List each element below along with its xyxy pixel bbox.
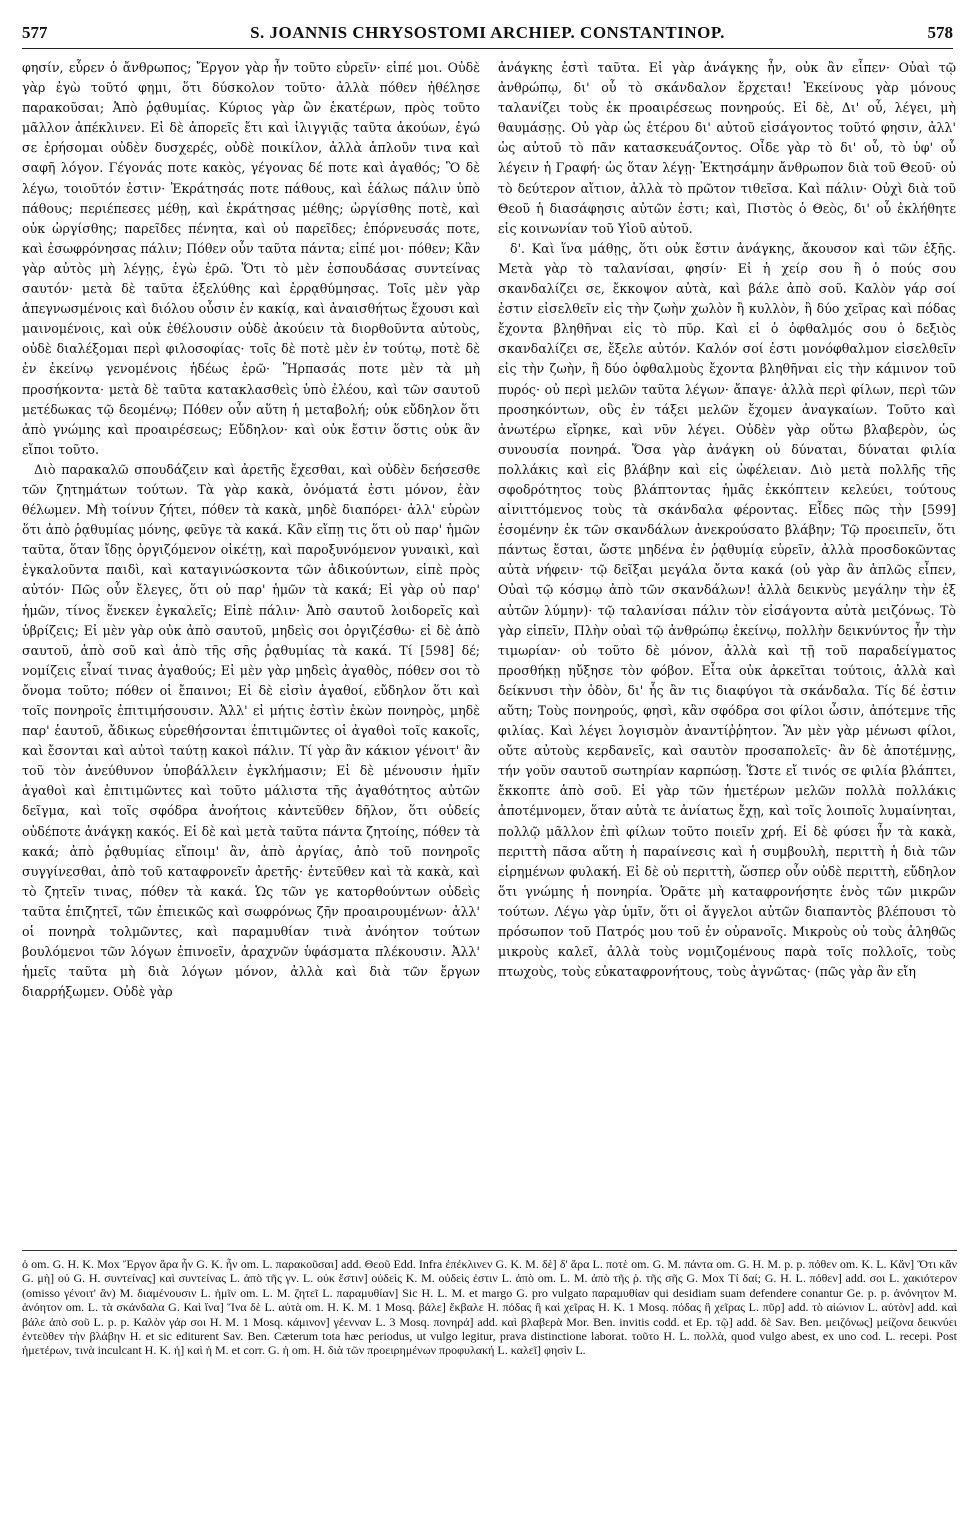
- paragraph: Διὸ παρακαλῶ σπουδάζειν καὶ ἀρετῆς ἔχεσθαι, καὶ οὐδὲν δεήσεσθε τῶν ζητημάτων τούτων. Τὰ γὰρ κακὰ, ὀνόματά ἐστι μόνον, ἐὰν θέλωμεν. Μὴ τοίνυν ζήτει, πόθεν τὰ κακὰ, μηδὲ διαπόρει· ἀλλ' εὑρὼν ὅτι ἀπὸ ῥᾳθυμίας μόνης, φεῦγε τὰ κακά. Κἂν εἴπῃ τις ὅτι οὐ παρ' ἡμῶν ταῦτα, ὅταν ἴδῃς ὀργιζόμενον οἰκέτῃ, καὶ παροξυνόμενον γυναικὶ, καὶ ἐγκαλοῦντα παιδὶ, καὶ καταγινώσκοντα τῶν ἀδικούντων, εἰπὲ πρὸς αὐτόν· Πῶς οὖν ἔλεγες, ὅτι οὐ παρ' ἡμῶν τὰ κακά; Εἰ γὰρ οὐ παρ' ἡμῶν, τίνος ἕνεκεν ἐγκαλεῖς; Εἰπὲ πάλιν· Ἀπὸ σαυτοῦ λοιδορεῖς καὶ ὑβρίζεις; Εἰ μὲν γὰρ οὐκ ἀπὸ σαυτοῦ, μηδεὶς σοι ὀργιζέσθω· εἰ δὲ ἀπὸ σαυτοῦ, ἀπὸ σοῦ καὶ ἀπὸ τῆς σῆς ῥᾳθυμίας τὰ κακά. Τί [598] δέ; νομίζεις εἶναί τινας ἀγαθούς; Εἰ μὲν γὰρ μηδεὶς ἀγαθὸς, πόθεν σοι τὸ ὄνομα τοῦτο; πόθεν οἱ ἔπαινοι; Εἰ δὲ εἰσὶν ἀγαθοί, εὔδηλον ὅτι καὶ τοῖς πονηροῖς ἐπιτιμήσουσιν. Ἀλλ' εἰ μήτις ἐστὶν ἑκὼν πονηρὸς, μηδὲ παρ' ἑαυτοῦ, ἄδικως εὑρεθήσονται ἐπιτιμῶντες οἱ ἀγαθοὶ τοῖς κακοῖς, καὶ ἔσονται καὶ αὐτοὶ ταύτῃ κακοὶ πάλιν. Τί γὰρ ἂν κάκιον γένοιτ' ἂν τοῦ τὸν ἀνεύθυνον ὑποβάλλειν ἐγκλήμασιν; Εἰ δὲ μένουσιν ἡμῖν ἀγαθοὶ καὶ ἐπιτιμῶντες καὶ τοῦτο μάλιστα τῆς ἀγαθότητος αὐτῶν δεῖγμα, καὶ τοῖς σφόδρα ἀνοήτοις κἀντεῦθεν δῆλον, ὅτι οὐδείς οὐδέποτε ἀνάγκῃ κακός. Εἰ δὲ καὶ μετὰ ταῦτα πάντα ζητοίης, πόθεν τὰ κακά; ἀπὸ ῥᾳθυμίας εἴποιμ' ἂν, ἀπὸ ἀργίας, ἀπὸ τοῦ πονηροῖς συγγίνεσθαι, ἀπὸ τοῦ καταφρονεῖν ἀρετῆς· ἐντεῦθεν καὶ τὰ κακὰ, καὶ τὸ ζητεῖν τινας, πόθεν τὰ κακά. Ὡς τῶν γε κατορθούντων οὐδεὶς ταῦτα ἐπιζητεῖ, τῶν ἐπιεικῶς καὶ σωφρόνως ζῆν προαιρουμένων· ἀλλ' οἱ πονηρὰ τολμῶντες, καὶ παραμυθίαν τινὰ ἀνόητον τούτων βουλόμενοι τῶν λόγων ἐπινοεῖν, ἀραχνῶν ὑφάσματα πλέκουσιν. Ἀλλ' ἡμεῖς ταῦτα μὴ διὰ λόγων μόνον, ἀλλὰ καὶ διὰ τῶν ἔργων διαρρήξωμεν. Οὐδὲ γὰρ: [22, 461, 480, 1000]
- right-column: [498, 58, 956, 1246]
- paragraph: φησίν, εὗρεν ὁ ἄνθρωπος; Ἔργον γὰρ ἦν τοῦτο εὑρεῖν· εἰπέ μοι. Οὐδὲ γὰρ ἐγὼ τοῦτό φημι, ὅτι δύσκολον τοῦτο· ἀλλὰ πόθεν ἠθέλησε παρακοῦσαι; Ἀπὸ ῥᾳθυμίας. Κύριος γὰρ ὢν ἑκατέρων, πρὸς τοῦτο μᾶλλον ἀπέκλινεν. Εἰ δὲ ἀπορεῖς ἔτι καὶ ἰλιγγιᾷς ταῦτα ἀκούων, ἐγώ σε ἐρήσομαι οὐδὲν δυσχερές, οὐδὲ ποικίλον, ἀλλὰ ἁπλοῦν τινα καὶ σαφῆ λόγον. Γέγονάς ποτε κακὸς, γέγονας δέ ποτε καὶ ἀγαθός; Ὃ δὲ λέγω, τοιοῦτόν ἐστιν· Ἐκράτησάς ποτε πάθους, καὶ ἑάλως πάλιν ὑπὸ πάθους; περιέπεσες μέθῃ, καὶ ἐκράτησας μέθης; ὠργίσθης ποτὲ, καὶ οὐκ ὠργίσθης; παρεῖδες πένητα, καὶ οὐ παρεῖδες; ἐπόρνευσάς ποτε, καὶ ἐσωφρόνησας πάλιν; Πόθεν οὖν ταῦτα πάντα; εἰπέ μοι· πόθεν; Κἂν γὰρ αὐτὸς μὴ λέγῃς, ἐγὼ ἐρῶ. Ὅτι τὸ μὲν ἐσπουδάσας συντείνας σαυτόν· μετὰ δὲ ταῦτα ἐξελύθης καὶ ἐρρᾳθύμησας. Τοῖς μὲν γὰρ ἀπεγνωσμένοις καὶ διόλου οὖσιν ἐν κακίᾳ, καὶ ἀναισθήτως ἔχουσι καὶ μαινομένοις, καὶ οὐκ ἐθέλουσιν οὐδὲ ἀκούειν τὰ διορθοῦντα αὐτοὺς, οὐδὲ διαλέξομαι περὶ φιλοσοφίας· τοῖς δὲ ποτὲ μὲν ἐν τούτῳ, ποτὲ δὲ ἐν ἐκείνῳ γενομένοις ἡδέως ἐρῶ· Ἥρπασάς ποτε μὲν τὰ μὴ προσήκοντα· μετὰ δὲ ταῦτα κατακλασθεὶς ὑπὸ ἐλέου, καὶ τῶν σαυτοῦ μετέδωκας τῷ δεομένῳ; Πόθεν οὖν αὕτη ἡ μεταβολή; οὐκ εὔδηλον ὅτι ἀπὸ γνώμης καὶ προαιρέσεως; Εὔδηλον· καὶ οὐκ ἔστιν ὅστις οὐκ ἂν εἴποι τοῦτο.: [22, 60, 480, 457]
- text-columns: [22, 58, 957, 1246]
- page-header: [22, 18, 953, 49]
- running-title: S. JOANNIS CHRYSOSTOMI ARCHIEP. CONSTANTINOP.: [250, 23, 725, 42]
- right-page-number: 578: [927, 23, 953, 42]
- paragraph: δ'. Καὶ ἵνα μάθῃς, ὅτι οὐκ ἔστιν ἀνάγκης, ἄκουσον καὶ τῶν ἑξῆς. Μετὰ γὰρ τὸ ταλανίσαι, φησίν· Εἰ ἡ χείρ σου ἢ ὁ πούς σου σκανδαλίζει σε, ἔκκοψον αὐτὰ, καὶ βάλε ἀπὸ σοῦ. Καλὸν γάρ σοί ἐστιν εἰσελθεῖν εἰς τὴν ζωὴν χωλὸν ἢ κυλλὸν, ἢ δύο χεῖρας καὶ πόδας ἔχοντα βληθῆναι εἰς τὸ πῦρ. Καὶ εἰ ὁ ὀφθαλμός σου ὁ δεξιὸς σκανδαλίζει σε, ἔξελε αὐτόν. Καλόν σοί ἐστι μονόφθαλμον εἰσελθεῖν εἰς τὴν ζωὴν, ἢ δύο ὀφθαλμοὺς ἔχοντα βληθῆναι εἰς τὴν κάμινον τοῦ πυρός· οὐ περὶ μελῶν ταῦτα λέγων· ἄπαγε· ἀλλὰ περὶ φίλων, περὶ τῶν προσηκόντων, οὓς ἐν τάξει μελῶν ἔχομεν ἀναγκαίων. Τοῦτο καὶ ἀνωτέρω εἴρηκε, καὶ νῦν λέγει. Οὐδὲν γὰρ οὕτω βλαβερὸν, ὡς συνουσία πονηρά. Ὅσα γὰρ ἀνάγκη οὐ δύναται, δύναται φιλία πολλάκις καὶ εἰς βλάβην καὶ εἰς ὠφέλειαν. Διὸ μετὰ πολλῆς τῆς σφοδρότητος τοὺς βλάπτοντας ἡμᾶς ἐκκόπτειν κελεύει, τούτους αἰνιττόμενος τοὺς τὰ σκάνδαλα φέροντας. Εἶδες πῶς τὴν [599] ἐσομένην ἐκ τῶν σκανδάλων ἀνεκρούσατο βλάβην; Τῷ προειπεῖν, ὅτι πάντως ἔσται, ὥστε μηδένα ἐν ῥᾳθυμίᾳ εὑρεῖν, ἀλλὰ προσδοκῶντας αὐτὰ νήφειν· τῷ δεῖξαι μεγάλα ὄντα κακά (οὐ γὰρ ἂν ἁπλῶς εἶπεν, Οὐαὶ τῷ κόσμῳ ἀπὸ τῶν σκανδάλων! ἀλλὰ δεικνὺς μεγάλην τὴν ἐξ αὐτῶν λύμην)· τῷ ταλανίσαι πάλιν τὸν εἰσάγοντα αὐτὰ μειζόνως. Τὸ γὰρ εἰπεῖν, Πλὴν οὐαὶ τῷ ἀνθρώπῳ ἐκείνῳ, πολλὴν δεικνύντος ἦν τὴν τιμωρίαν· οὐ τοῦτο δὲ μόνον, ἀλλὰ καὶ τῇ τοῦ παραδείγματος προσθήκῃ ηὔξησε τὸν φόβον. Εἶτα οὐκ ἀρκεῖται τούτοις, ἀλλὰ καὶ δείκνυσι τὴν ὁδὸν, δι' ἧς ἂν τις διαφύγοι τὰ σκάνδαλα. Τίς δέ ἐστιν αὕτη; Τοὺς πονηρούς, φησὶ, κἂν σφόδρα σοι φίλοι ὦσιν, ἀπότεμνε τῆς φιλίας. Καὶ λέγει λογισμὸν ἀναντίῤῥητον. Ἂν μὲν γὰρ μένωσι φίλοι, οὔτε αὐτοὺς κερδανεῖς, καὶ σαυτὸν προσαπολεῖς· ἂν δὲ ἀποτέμνῃς, τήν γοῦν σαυτοῦ σωτηρίαν καρπώσῃ. Ὥστε εἴ τινός σε φιλία βλάπτει, ἔκκοπτε ἀπὸ σοῦ. Εἰ γὰρ τῶν ἡμετέρων μελῶν πολλὰ πολλάκις ἀποτέμνομεν, ὅταν αὐτὰ τε ἀνίατως ἔχῃ, καὶ τοῖς λοιποῖς λυμαίνηται, πολλῷ μᾶλλον ἐπὶ φίλων τοῦτο ποιεῖν χρή. Εἰ δὲ φύσει ἦν τὰ κακὰ, περιττὴ πᾶσα αὕτη ἡ παραίνεσις καὶ ἡ συμβουλὴ, περιττὴ ἡ διὰ τῶν εἰρημένων φυλακή. Εἰ δὲ οὐ περιττὴ, ὥσπερ οὖν οὐδὲ περιττὴ, εὔδηλον ὅτι γνώμης ἡ πονηρία. Ὁρᾶτε μὴ καταφρονήσητε ἑνὸς τῶν μικρῶν τούτων. Λέγω γὰρ ὑμῖν, ὅτι οἱ ἄγγελοι αὐτῶν διαπαντὸς βλέπουσι τὸ πρόσωπον τοῦ Πατρός μου τοῦ ἐν οὐρανοῖς. Μικροὺς οὐ τοὺς ἀληθῶς μικροὺς καλεῖ, ἀλλὰ τοὺς νομιζομένους παρὰ τοῖς πολλοῖς, τοὺς πτωχοὺς, τοὺς εὐκαταφρονήτους, τοὺς ἀγνῶτας· (πῶς γὰρ ἂν εἴη: [498, 240, 956, 980]
- paragraph: ἀνάγκης ἐστὶ ταῦτα. Εἰ γὰρ ἀνάγκης ἦν, οὐκ ἂν εἶπεν· Οὐαὶ τῷ ἀνθρώπῳ, δι' οὗ τὸ σκάνδαλον ἔρχεται! Ἐκείνους γὰρ μόνους ταλανίζει τοὺς ἐκ προαιρέσεως πονηρούς. Εἰ δὲ, Δι' οὗ, λέγει, μὴ θαυμάσῃς. Οὐ γὰρ ὡς ἑτέρου δι' αὐτοῦ εἰσάγοντος τοῦτό φησιν, ἀλλ' ὡς αὐτοῦ τὸ πᾶν κατασκευάζοντος. Οἶδε γὰρ τὸ δι' οὗ, τὸ ὑφ' οὗ λέγειν ἡ Γραφή· ὡς ὅταν λέγῃ· Ἐκτησάμην ἄνθρωπον διὰ τοῦ Θεοῦ· οὐ τὸ δεύτερον αἴτιον, ἀλλὰ τὸ πρῶτον τιθεῖσα. Καὶ πάλιν· Οὐχὶ διὰ τοῦ Θεοῦ ἡ διασάφησις αὐτῶν ἐστι; καὶ, Πιστὸς ὁ Θεὸς, δι' οὗ ἐκλήθητε εἰς κοινωνίαν τοῦ Υἱοῦ αὐτοῦ.: [498, 60, 956, 236]
- left-page-number: 577: [22, 23, 48, 42]
- footnote-text: ὁ om. G. H. K. Mox Ἔργον ἄρα ἦν G. K. ἦν om. L. παρακοῦσαι] add. Θεοῦ Edd. Infra ἐπέκλινεν G. K. M. δὲ] δ' ἄρα L. ποτὲ om. G. M. πάντα om. G. H. M. p. p. πόθεν om. K. L. Κἄν] Ὅτι κἂν G. μὴ] οὐ G. H. συντείνας] καὶ συντείνας L. ἀπὸ τῆς γν. L. οὐκ ἔστιν] οὐδεὶς K. M. οὐδεὶς ἐστιν L. ἀπὸ om. L. M. ἀπὸ τῆς ῥ. τῆς σῆς G. Mox Τί δαί; G. H. L. πόθεν] add. σοι L. χακιότερον (omisso γένοιτ' ἂν) M. διαμένουσιν L. ἡμῖν om. L. M. ζητεῖ L. παραμυθίαν] Sic H. L. M. et margo G. pro vulgato παραμυθίαν qui desidiam suam defendere conantur Ge. p. p. ἀνόνητον M. ἀνόητον om. L. τὰ σκάνδαλα G. Καὶ ἵνα] Ἵνα δὲ L. αὐτὰ om. H. K. M. 1 Mosq. βάλε] ἔκβαλε H. πόδας ἢ καὶ χεῖρας H. K. 1 Mosq. πόδας ἢ χεῖρας L. πῦρ] add. τὸ αἰώνιον L. αὐτὸν] add. καὶ βάλε ἀπὸ σοῦ L. p. p. Καλὸν γάρ σοι H. M. 1 Mosq. κάμινον] γέενναν L. 3 Mosq. πονηρά] add. καὶ βλαβερὰ Mor. Ben. invitis codd. et Ep. τῷ] add. δὲ Sav. Ben. μειζόνως] μείζονα δεικνύει ἐντεῦθεν τὴν βλάβην H. et sic editurent Sav. Ben. Cæterum tota hæc periodus, ut vulgo legitur, prava distinctione laborat. τοῦτο H. L. πολλὰ, quod vulgo abest, ex uno cod. L. recepi. Post ἡμετέρων, τινὰ inculcant H. K. ἡ] καὶ ἡ M. et corr. G. ἡ om. H. διὰ τῶν προειρημένων προφυλακή L. καλεῖ] φησὶν L.: [22, 1257, 957, 1358]
- left-column: [22, 58, 480, 1246]
- footnotes: [22, 1250, 957, 1537]
